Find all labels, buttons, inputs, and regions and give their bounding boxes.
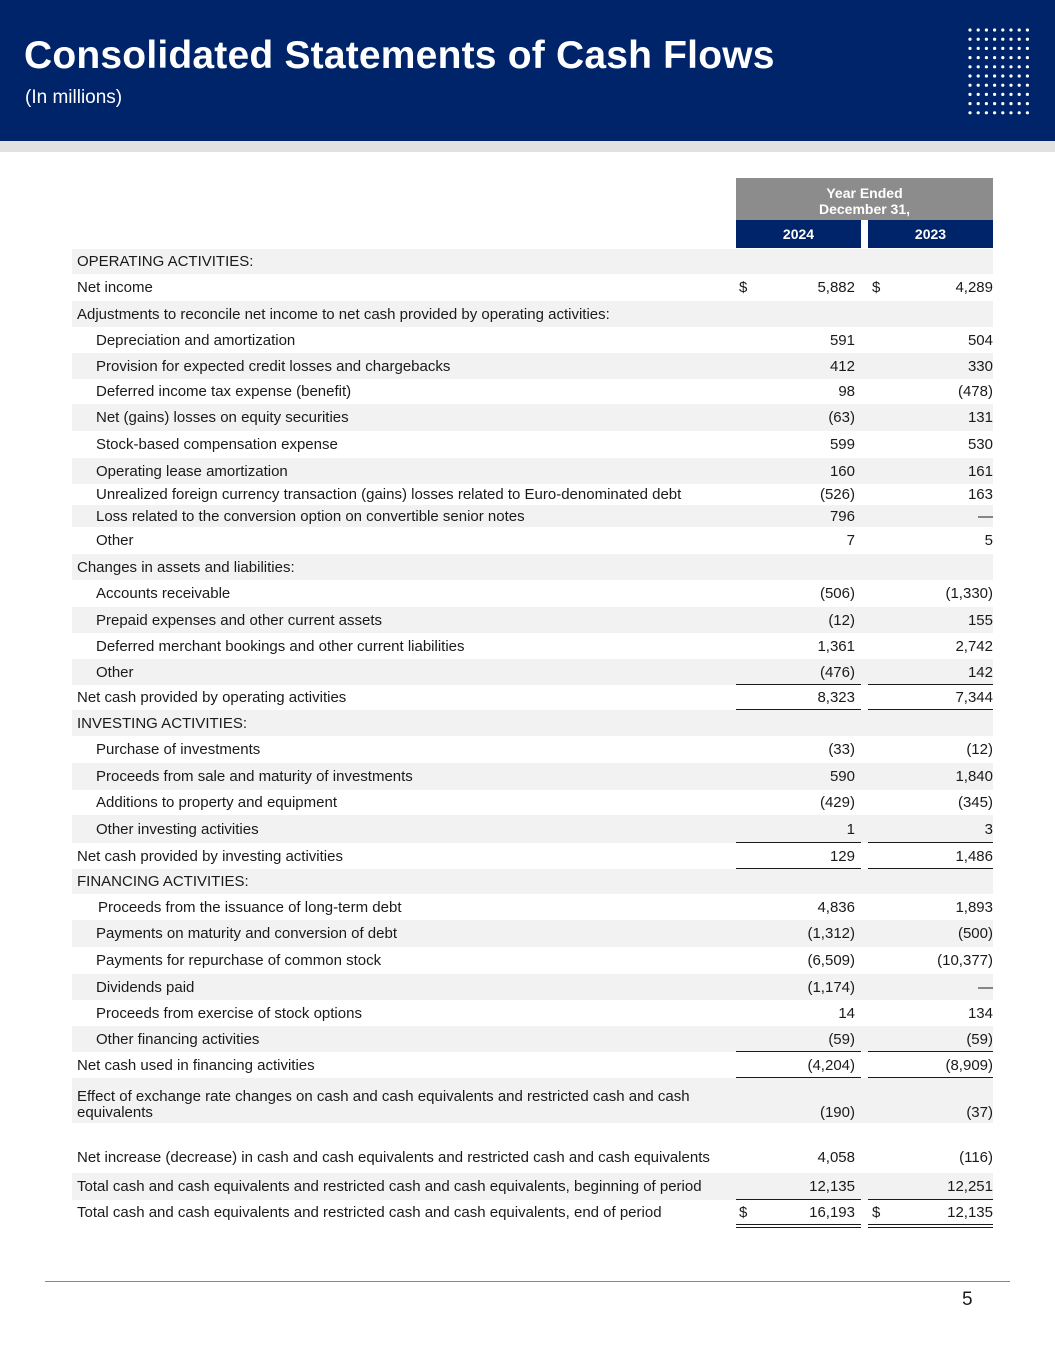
decoration-dot: [1018, 28, 1021, 31]
value-2023: 4,289: [955, 279, 993, 296]
column-group-header: [736, 178, 993, 220]
decoration-dot: [1018, 65, 1021, 68]
value-2023: 2,742: [955, 637, 993, 655]
value-2024: 5,882: [817, 279, 855, 296]
column-header-2023: 2023: [868, 220, 993, 248]
decoration-dot: [1001, 84, 1004, 87]
row-label: Net cash used in financing activities: [77, 1056, 315, 1074]
value-2024: (33): [828, 741, 855, 758]
row-label: Total cash and cash equivalents and restricted cash and cash equivalents, beginning of period: [77, 1178, 702, 1195]
decoration-dot: [985, 84, 988, 87]
subtotal-row: [72, 843, 993, 869]
value-2024: (429): [819, 794, 855, 811]
table-row: [72, 736, 993, 763]
value-2023: 7,344: [955, 689, 993, 706]
header-banner: [0, 0, 1055, 141]
row-label: Other: [96, 663, 134, 681]
currency-symbol: $: [872, 279, 881, 296]
double-rule: [868, 1224, 993, 1228]
decoration-dot: [1026, 111, 1029, 114]
decoration-dot: [968, 102, 971, 105]
decoration-dot: [1009, 84, 1012, 87]
table-row: [72, 580, 993, 607]
grand-total-row: [72, 1200, 993, 1224]
table-row: [72, 527, 993, 554]
row-label: Accounts receivable: [96, 585, 231, 602]
table-row: [72, 974, 993, 1000]
value-2023: 163: [967, 486, 993, 503]
decoration-dot: [968, 65, 971, 68]
row-label: Stock-based compensation expense: [96, 436, 338, 453]
decoration-dot: [1018, 93, 1021, 96]
value-2024: 796: [829, 507, 855, 525]
decoration-dot: [977, 93, 980, 96]
decoration-dot: [1001, 38, 1004, 41]
decoration-dot: [977, 47, 980, 50]
decoration-dot: [985, 93, 988, 96]
value-2024: (1,312): [807, 925, 855, 942]
value-2024: (1,174): [807, 978, 855, 996]
row-label: Provision for expected credit losses and chargebacks: [96, 357, 451, 375]
decoration-dot: [985, 56, 988, 59]
decoration-dot: [1018, 111, 1021, 114]
value-2024: 4,058: [817, 1149, 855, 1166]
value-2024: 1: [846, 820, 855, 838]
value-2023: (59): [966, 1030, 993, 1048]
value-2023: 5: [984, 532, 993, 549]
decoration-dot: [1001, 93, 1004, 96]
row-label: Prepaid expenses and other current assets: [96, 611, 383, 629]
row-label: Deferred merchant bookings and other current liabilities: [96, 637, 465, 655]
table-row: [72, 920, 993, 947]
value-2024: 7: [846, 532, 855, 549]
row-label: Payments for repurchase of common stock: [96, 952, 382, 969]
decoration-dot: [993, 74, 996, 77]
decoration-dot: [1009, 47, 1012, 50]
column-group-label-line2: December 31,: [818, 201, 911, 217]
decoration-dot: [1001, 111, 1004, 114]
value-2023: (12): [966, 741, 993, 758]
value-2023: (1,330): [945, 585, 993, 602]
value-2023: (345): [957, 794, 993, 811]
value-2023: 504: [967, 331, 993, 349]
decoration-dot: [985, 65, 988, 68]
decoration-dot: [993, 47, 996, 50]
value-2023: 330: [967, 357, 993, 375]
dot-grid-decoration: [966, 26, 1032, 118]
decoration-dot: [977, 102, 980, 105]
table-row: [72, 790, 993, 815]
decoration-dot: [993, 93, 996, 96]
decoration-dot: [1026, 65, 1029, 68]
value-2023: (10,377): [937, 952, 993, 969]
footer-rule: [45, 1281, 1010, 1282]
decoration-dot: [1018, 74, 1021, 77]
row-label: Dividends paid: [96, 978, 195, 996]
value-2024: (4,204): [807, 1056, 855, 1074]
decoration-dot: [1009, 56, 1012, 59]
table-row: [72, 274, 993, 301]
decoration-dot: [1001, 56, 1004, 59]
decoration-dot: [985, 38, 988, 41]
decoration-dot: [1018, 56, 1021, 59]
table-row: [72, 327, 993, 353]
decoration-dot: [985, 28, 988, 31]
value-2024: 599: [829, 436, 855, 453]
page-title: Consolidated Statements of Cash Flows: [24, 34, 775, 77]
decoration-dot: [1026, 56, 1029, 59]
table-row: [72, 505, 993, 527]
value-2023: 12,251: [947, 1178, 993, 1195]
value-2023: 134: [967, 1004, 993, 1022]
row-label: Net income: [77, 279, 153, 296]
decoration-dot: [1009, 38, 1012, 41]
column-group-label-line1: Year Ended: [826, 185, 903, 201]
row-label: Depreciation and amortization: [96, 331, 296, 349]
header-divider: [0, 141, 1055, 152]
table-row: [72, 484, 993, 505]
value-2023: —: [978, 978, 993, 996]
section-heading-row: [72, 249, 993, 274]
value-2023: (8,909): [945, 1056, 993, 1074]
row-label: Effect of exchange rate changes on cash and cash equivalents and restricted cash and cash equivalents: [77, 1088, 690, 1121]
decoration-dot: [1026, 102, 1029, 105]
decoration-dot: [1026, 47, 1029, 50]
column-header-2024: 2024: [736, 220, 861, 248]
value-2023: (37): [966, 1104, 993, 1121]
decoration-dot: [993, 84, 996, 87]
row-label: Unrealized foreign currency transaction (gains) losses related to Euro-denominated debt: [96, 486, 682, 503]
row-label: Net increase (decrease) in cash and cash equivalents and restricted cash and cash equivalents: [77, 1149, 710, 1166]
row-label: Other: [96, 532, 134, 549]
decoration-dot: [968, 47, 971, 50]
row-label: Purchase of investments: [96, 741, 261, 758]
value-2023: 1,486: [955, 847, 993, 865]
value-2024: 98: [838, 383, 855, 400]
table-row: [72, 894, 993, 920]
value-2023: (478): [957, 383, 993, 400]
row-label: Proceeds from exercise of stock options: [96, 1004, 362, 1022]
decoration-dot: [1001, 102, 1004, 105]
row-label: Total cash and cash equivalents and restricted cash and cash equivalents, end of period: [77, 1203, 662, 1221]
row-label: Deferred income tax expense (benefit): [96, 383, 352, 400]
row-label: Other financing activities: [96, 1030, 260, 1048]
value-2024: 591: [829, 331, 855, 349]
value-2024: (476): [819, 663, 855, 681]
currency-symbol: $: [739, 1203, 748, 1221]
row-label: Proceeds from sale and maturity of investments: [96, 768, 413, 785]
table-row: [72, 607, 993, 633]
value-2023: —: [978, 507, 993, 525]
decoration-dot: [1018, 47, 1021, 50]
value-2024: (12): [828, 611, 855, 629]
decoration-dot: [985, 102, 988, 105]
decoration-dot: [977, 56, 980, 59]
decoration-dot: [985, 74, 988, 77]
decoration-dot: [1001, 65, 1004, 68]
value-2024: 16,193: [809, 1203, 855, 1221]
decoration-dot: [1009, 74, 1012, 77]
value-2023: 131: [967, 409, 993, 426]
table-row: [72, 659, 993, 685]
decoration-dot: [993, 111, 996, 114]
value-2024: 12,135: [809, 1178, 855, 1195]
row-label: Adjustments to reconcile net income to net cash provided by operating activities:: [77, 305, 610, 323]
decoration-dot: [977, 65, 980, 68]
value-2024: (59): [828, 1030, 855, 1048]
section-heading-row: [72, 869, 993, 894]
decoration-dot: [968, 74, 971, 77]
value-2024: 590: [829, 768, 855, 785]
table-row: [72, 1173, 993, 1200]
decoration-dot: [1018, 102, 1021, 105]
row-label: Loss related to the conversion option on convertible senior notes: [96, 507, 525, 525]
table-row: [72, 379, 993, 404]
decoration-dot: [1009, 28, 1012, 31]
decoration-dot: [977, 38, 980, 41]
table-row: [72, 1123, 993, 1168]
value-2023: 12,135: [947, 1203, 993, 1221]
row-label: Proceeds from the issuance of long-term debt: [98, 898, 402, 916]
decoration-dot: [1001, 74, 1004, 77]
decoration-dot: [968, 84, 971, 87]
decoration-dot: [1026, 28, 1029, 31]
decoration-dot: [968, 56, 971, 59]
currency-symbol: $: [739, 279, 748, 296]
table-row: [72, 947, 993, 974]
decoration-dot: [968, 38, 971, 41]
row-label: Changes in assets and liabilities:: [77, 558, 295, 576]
value-2024: 8,323: [817, 689, 855, 706]
currency-symbol: $: [872, 1203, 881, 1221]
decoration-dot: [1009, 102, 1012, 105]
table-row: [72, 458, 993, 484]
section-heading-row: [72, 301, 993, 327]
row-label: Operating lease amortization: [96, 462, 288, 480]
decoration-dot: [1026, 84, 1029, 87]
section-heading-row: [72, 554, 993, 580]
table-row: [72, 404, 993, 431]
table-row: [72, 763, 993, 790]
value-2024: (526): [819, 486, 855, 503]
decoration-dot: [977, 111, 980, 114]
value-2024: (506): [819, 585, 855, 602]
row-label: Net cash provided by investing activities: [77, 847, 343, 865]
value-2023: 1,893: [955, 898, 993, 916]
decoration-dot: [977, 84, 980, 87]
value-2024: 1,361: [817, 637, 855, 655]
page-number: 5: [962, 1289, 973, 1310]
table-row: [72, 431, 993, 458]
decoration-dot: [968, 111, 971, 114]
value-2023: (500): [957, 925, 993, 942]
row-label: Additions to property and equipment: [96, 794, 337, 811]
row-label: Net cash provided by operating activities: [77, 689, 347, 706]
decoration-dot: [977, 28, 980, 31]
value-2024: 14: [838, 1004, 855, 1022]
value-2024: 4,836: [817, 898, 855, 916]
row-label: Net (gains) losses on equity securities: [96, 409, 349, 426]
row-label: INVESTING ACTIVITIES:: [77, 714, 248, 732]
decoration-dot: [993, 102, 996, 105]
decoration-dot: [1009, 111, 1012, 114]
value-2023: 155: [967, 611, 993, 629]
table-row: [72, 815, 993, 843]
value-2024: (6,509): [807, 952, 855, 969]
decoration-dot: [977, 74, 980, 77]
section-heading-row: [72, 710, 993, 736]
table-row: [72, 1000, 993, 1026]
double-rule: [736, 1224, 861, 1228]
subtotal-row: [72, 685, 993, 710]
value-2024: 160: [829, 462, 855, 480]
row-label: Payments on maturity and conversion of debt: [96, 925, 397, 942]
value-2023: 161: [967, 462, 993, 480]
row-label: FINANCING ACTIVITIES:: [77, 873, 249, 890]
decoration-dot: [1026, 38, 1029, 41]
decoration-dot: [993, 38, 996, 41]
table-row: [72, 633, 993, 659]
decoration-dot: [985, 111, 988, 114]
decoration-dot: [968, 28, 971, 31]
decoration-dot: [1001, 28, 1004, 31]
decoration-dot: [1026, 74, 1029, 77]
page-subtitle: (In millions): [25, 87, 123, 108]
value-2023: 3: [984, 820, 993, 838]
value-2023: 1,840: [955, 768, 993, 785]
subtotal-row: [72, 1052, 993, 1078]
value-2023: 530: [967, 436, 993, 453]
decoration-dot: [1026, 93, 1029, 96]
decoration-dot: [968, 93, 971, 96]
decoration-dot: [993, 65, 996, 68]
value-2023: 142: [967, 663, 993, 681]
table-row: [72, 353, 993, 379]
decoration-dot: [985, 47, 988, 50]
decoration-dot: [1018, 84, 1021, 87]
decoration-dot: [993, 28, 996, 31]
value-2024: 129: [829, 847, 855, 865]
table-row: [72, 1026, 993, 1052]
value-2024: (190): [819, 1104, 855, 1121]
decoration-dot: [993, 56, 996, 59]
decoration-dot: [1009, 93, 1012, 96]
value-2024: 412: [829, 357, 855, 375]
decoration-dot: [1018, 38, 1021, 41]
value-2023: (116): [959, 1149, 993, 1166]
decoration-dot: [1001, 47, 1004, 50]
row-label: OPERATING ACTIVITIES:: [77, 253, 254, 270]
row-label: Other investing activities: [96, 820, 259, 838]
table-row: [72, 1078, 993, 1123]
value-2024: (63): [828, 409, 855, 426]
decoration-dot: [1009, 65, 1012, 68]
